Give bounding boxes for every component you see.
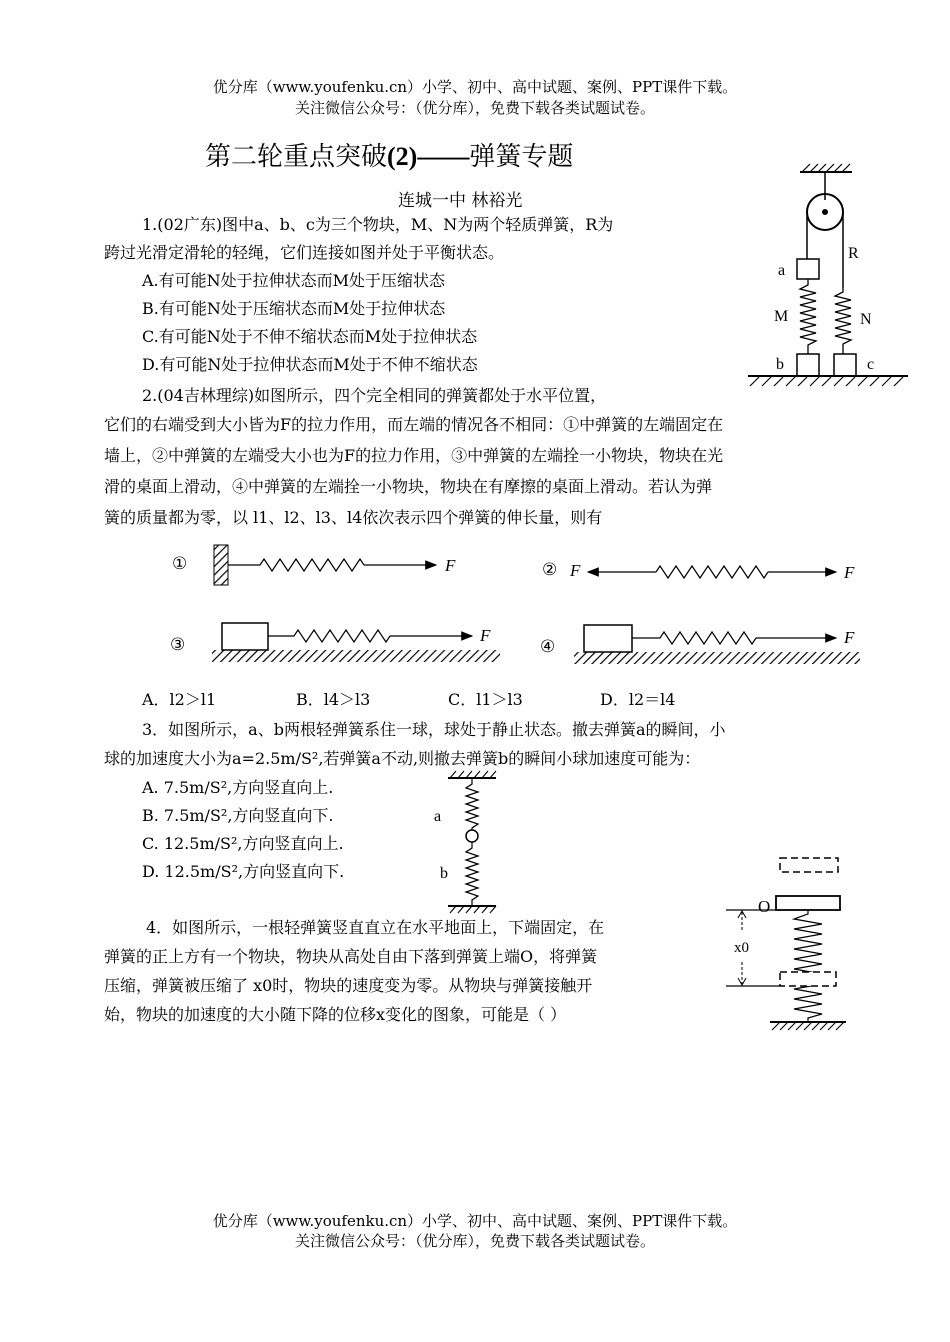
title-num: (2) [387,142,418,171]
block-3 [222,623,268,650]
block-at-o [776,896,840,910]
q3-option-b: B. 7.5m/S²,方向竖直向下. [142,806,334,825]
header-line-2: 关注微信公众号：（优分库），免费下载各类试题试卷。 [294,99,655,117]
label-b: b [776,356,784,373]
vertical-spring [794,910,822,1022]
q3-line-1: 3．如图所示，a、b两根轻弹簧系住一球，球处于静止状态。撤去弹簧a的瞬间，小 [142,720,726,739]
q3-option-d: D. 12.5m/S²,方向竖直向下. [142,862,345,881]
force-label-2-right: F [844,563,855,582]
title-dash: —— [417,142,470,171]
ball [466,830,478,842]
label-r: R [848,245,859,262]
label-o: O [758,897,771,916]
force-label-1: F [445,556,456,575]
q1-option-b: B.有可能N处于压缩状态而M处于拉伸状态 [142,299,446,318]
footer-line-2: 关注微信公众号：（优分库），免费下载各类试题试卷。 [294,1232,655,1250]
q4-line-4: 始，物块的加速度的大小随下降的位移x变化的图象，可能是（ ） [104,1005,567,1024]
wall [214,545,228,585]
label-spring-a: a [434,808,442,825]
label-c: c [867,356,875,373]
diagram-3-label: ③ [170,635,186,654]
block-a [797,259,819,279]
spring-2 [656,566,768,578]
q3-line-2: 球的加速度大小为a=2.5m/S²,若弹簧a不动,则撤去弹簧b的瞬间小球加速度可能为： [104,749,701,768]
q4-figure [720,850,860,1035]
q1-option-d: D.有可能N处于拉伸状态而M处于不伸不缩状态 [142,355,478,374]
spring-n [835,288,851,354]
q2-line-2: 它们的右端受到大小皆为F的拉力作用，而左端的情况各不相同：①中弹簧的左端固定在 [104,415,724,434]
q1-line-1: 1.(02广东)图中a、b、c为三个物块，M、N为两个轻质弹簧，R为 [142,215,614,234]
diagram-1-label: ① [172,554,188,573]
diagram-4-label: ④ [540,637,556,656]
q4-line-1: 4．如图所示，一根轻弹簧竖直直立在水平地面上，下端固定，在 [146,918,605,937]
q2-line-3: 墙上，②中弹簧的左端受大小也为F的拉力作用，③中弹簧的左端拴一小物块，物块在光 [104,446,724,465]
spring-b [466,842,478,906]
q2-figure [160,535,880,675]
label-n: N [860,311,872,328]
q4-line-3: 压缩，弹簧被压缩了 x0时，物块的速度变为零。从物块与弹簧接触开 [104,976,593,995]
q2-option-a: A．l2＞l1 [142,690,217,709]
compressed-block [780,972,836,986]
spring-1 [228,559,364,571]
header-line-1: 优分库（www.youfenku.cn）小学、初中、高中试题、案例、PPT课件下载。 [212,78,738,96]
block-4 [584,625,632,652]
diagram-2-label: ② [542,560,558,579]
falling-block [780,858,838,872]
force-label-4: F [844,628,855,647]
q3-option-a: A. 7.5m/S²,方向竖直向上. [142,778,334,797]
table-surface-4 [574,652,860,664]
title-topic: 弹簧专题 [469,142,574,172]
q2-option-b: B．l4＞l3 [296,690,371,709]
q4-line-2: 弹簧的正上方有一个物块，物块从高处自由下落到弹簧上端O，将弹簧 [104,947,598,966]
q2-line-1: 2.(04吉林理综)如图所示，四个完全相同的弹簧都处于水平位置， [142,386,607,405]
q3-option-c: C. 12.5m/S²,方向竖直向上. [142,834,344,853]
label-spring-b: b [440,865,448,882]
q2-option-c: C．l1＞l3 [448,690,523,709]
block-c [834,354,856,376]
spring-a [466,778,478,830]
page-title [205,136,573,173]
title-main: 第二轮重点突破 [205,142,388,172]
q1-option-c: C.有可能N处于不伸不缩状态而M处于拉伸状态 [142,327,478,346]
label-x0: x0 [734,940,749,956]
spring-m [800,279,816,354]
label-a: a [778,262,786,279]
force-label-2-left: F [570,561,581,580]
q1-figure [740,160,920,395]
author: 连城一中 林裕光 [398,191,523,211]
q2-option-d: D．l2＝l4 [600,690,676,709]
spring-4 [632,632,756,644]
force-label-3: F [480,626,491,645]
label-m: M [774,308,789,325]
q1-line-2: 跨过光滑定滑轮的轻绳，它们连接如图并处于平衡状态。 [104,243,505,262]
table-surface-3 [212,650,500,662]
q2-line-4: 滑的桌面上滑动，④中弹簧的左端拴一小物块，物块在有摩擦的桌面上滑动。若认为弹 [104,477,713,496]
q3-figure [420,768,520,928]
q2-line-5: 簧的质量都为零，以 l1、l2、l3、l4依次表示四个弹簧的伸长量，则有 [104,508,603,527]
block-b [797,354,819,376]
spring-3 [268,630,390,642]
footer-line-1: 优分库（www.youfenku.cn）小学、初中、高中试题、案例、PPT课件下载。 [212,1212,738,1230]
q1-option-a: A.有可能N处于拉伸状态而M处于压缩状态 [142,271,446,290]
